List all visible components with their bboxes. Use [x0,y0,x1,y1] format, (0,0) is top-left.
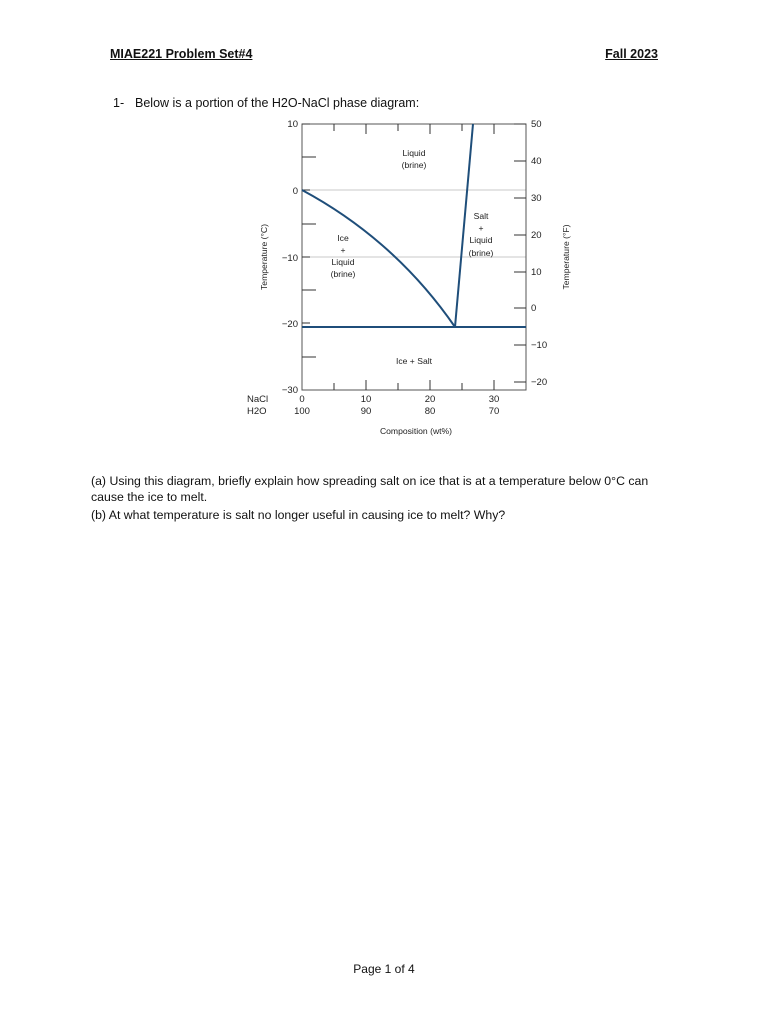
y-right-tick-minus20: −20 [531,377,548,388]
liquidus-salt [455,124,473,327]
region-salt-liquid-line2: + [478,223,484,233]
x-axis-title: Composition (wt%) [379,426,453,436]
y-right-tick-50: 50 [531,119,542,130]
x-tick-h2o-80: 80 [424,406,436,417]
x-tick-nacl-20: 20 [424,394,436,405]
region-salt-liquid-line1: Salt [473,211,489,221]
region-salt-liquid-line3: Liquid [469,235,493,245]
x-tick-h2o-100: 100 [294,406,310,417]
x-tick-h2o-90: 90 [360,406,372,417]
y-right-tick-30: 30 [531,193,542,204]
region-liquid-line1: Liquid [402,148,426,158]
x-tick-nacl-0: 0 [299,394,305,405]
region-salt-liquid-line4: (brine) [468,248,494,258]
x-tick-nacl-10: 10 [360,394,372,405]
y-left-tick-0: 0 [292,186,298,197]
y-right-tick-minus10: −10 [531,340,548,351]
page-number: Page 1 of 4 [353,962,415,976]
row-label-nacl: NaCl [247,394,269,405]
region-ice-liquid-line4: (brine) [330,269,356,279]
question-number: 1- [113,96,125,110]
y-right-tick-40: 40 [531,156,542,167]
y-left-tick-minus30: −30 [281,385,298,396]
question-part-a: (a) Using this diagram, briefly explain how spreading salt on ice that is at a temperature below 0°C can cause the ice to melt. [91,474,649,504]
region-ice-liquid-line3: Liquid [331,257,355,267]
x-tick-nacl-30: 30 [488,394,500,405]
liquidus-ice [302,190,455,327]
question-part-b: (b) At what temperature is salt no longer useful in causing ice to melt? Why? [91,508,506,522]
y-left-tick-10: 10 [287,119,298,130]
y-right-tick-10: 10 [531,267,542,278]
y-left-axis-title: Temperature (°C) [259,224,269,290]
region-ice-salt: Ice + Salt [395,356,433,366]
question-text: Below is a portion of the H2O-NaCl phase diagram: [135,96,420,110]
y-right-tick-20: 20 [531,230,542,241]
region-ice-liquid-line1: Ice [337,233,349,243]
x-tick-h2o-70: 70 [488,406,500,417]
region-liquid-line2: (brine) [401,160,427,170]
row-label-h2o: H2O [247,406,267,417]
region-ice-liquid-line2: + [340,245,346,255]
y-right-axis-title: Temperature (°F) [561,224,571,290]
phase-diagram [0,0,768,460]
course-title: MIAE221 Problem Set#4 [110,47,253,61]
grid [302,190,526,257]
y-left-tick-minus20: −20 [281,319,298,330]
y-left-tick-minus10: −10 [281,253,298,264]
y-right-tick-0: 0 [531,303,537,314]
term-label: Fall 2023 [605,47,658,61]
